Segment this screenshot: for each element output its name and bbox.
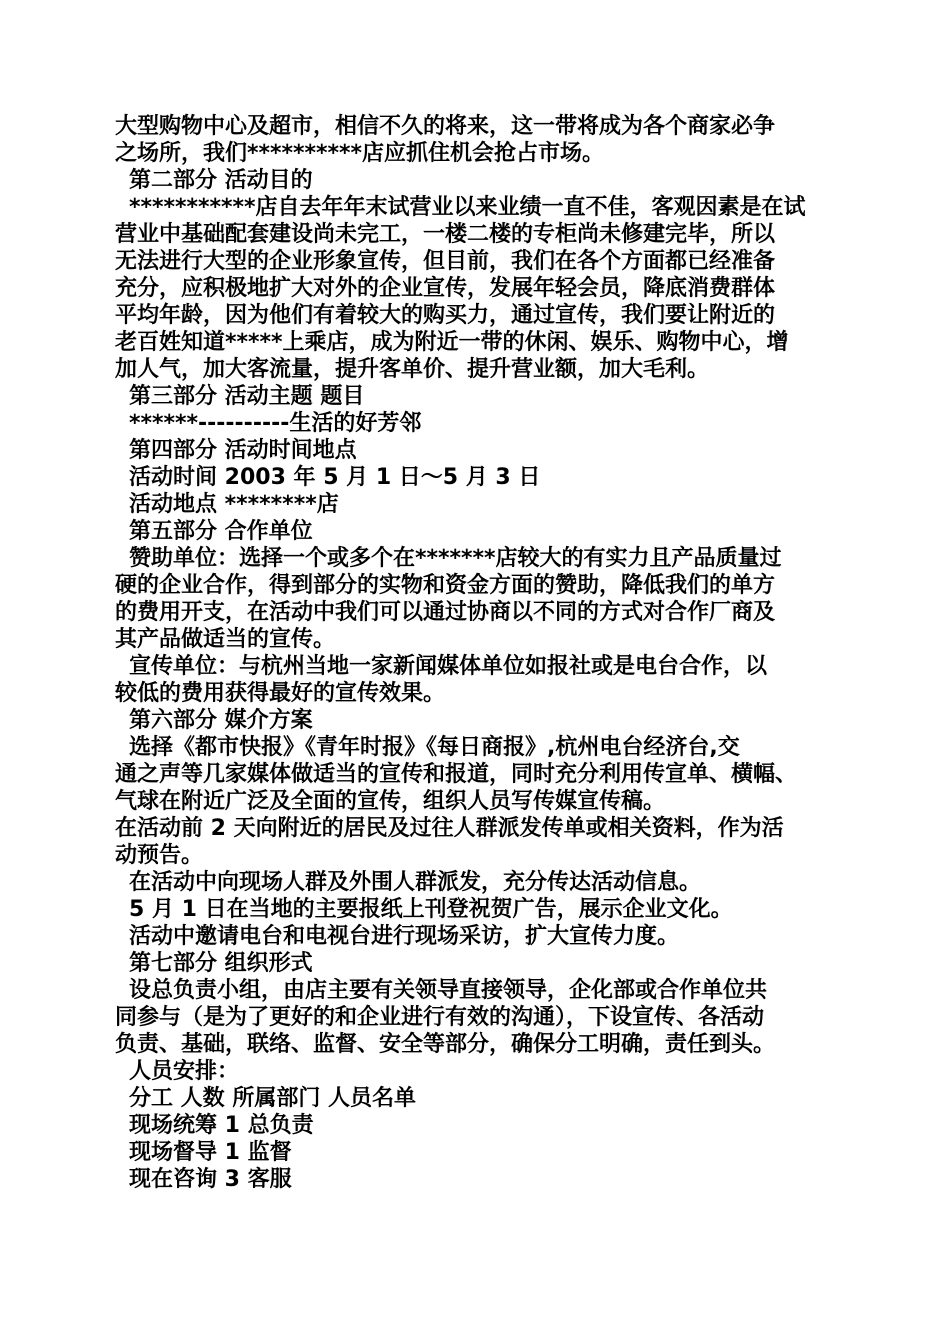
text-line: ******----------生活的好芳邻 bbox=[129, 411, 422, 436]
text-line: 大型购物中心及超市，相信不久的将来，这一带将成为各个商家必争 bbox=[115, 114, 776, 139]
text-line: 第七部分 组织形式 bbox=[129, 951, 313, 976]
text-line: 选择《都市快报》《青年时报》《每日商报》,杭州电台经济台,交 bbox=[129, 735, 740, 760]
text-line: 无法进行大型的企业形象宣传，但目前，我们在各个方面都已经准备 bbox=[115, 249, 776, 274]
text-line: 动预告。 bbox=[115, 843, 204, 868]
text-line: 第三部分 活动主题 题目 bbox=[129, 384, 365, 409]
text-line: 负责、基础，联络、监督、安全等部分，确保分工明确，责任到头。 bbox=[115, 1032, 776, 1057]
text-line: 分工 人数 所属部门 人员名单 bbox=[129, 1086, 416, 1111]
text-line: 在活动前 2 天向附近的居民及过往人群派发传单或相关资料，作为活 bbox=[115, 816, 784, 841]
text-line: 的费用开支，在活动中我们可以通过协商以不同的方式对合作厂商及 bbox=[115, 600, 776, 625]
text-line: 活动时间 2003 年 5 月 1 日～5 月 3 日 bbox=[129, 465, 541, 490]
text-line: 气球在附近广泛及全面的宣传，组织人员写传媒宣传稿。 bbox=[115, 789, 666, 814]
text-line: ***********店自去年年末试营业以来业绩一直不佳，客观因素是在试 bbox=[129, 195, 806, 220]
text-line: 设总负责小组，由店主要有关领导直接领导，企化部或合作单位共 bbox=[129, 978, 768, 1003]
text-line: 现在咨询 3 客服 bbox=[129, 1167, 292, 1192]
text-line: 现场督导 1 监督 bbox=[129, 1140, 292, 1165]
text-line: 之场所，我们**********店应抓住机会抢占市场。 bbox=[115, 141, 605, 166]
text-line: 其产品做适当的宣传。 bbox=[115, 627, 336, 652]
text-line: 第四部分 活动时间地点 bbox=[129, 438, 357, 463]
text-line: 5 月 1 日在当地的主要报纸上刊登祝贺广告，展示企业文化。 bbox=[129, 897, 733, 922]
text-line: 在活动中向现场人群及外围人群派发，充分传达活动信息。 bbox=[129, 870, 702, 895]
text-line: 营业中基础配套建设尚未完工，一楼二楼的专柜尚未修建完毕，所以 bbox=[115, 222, 776, 247]
text-line: 充分，应积极地扩大对外的企业宣传，发展年轻会员，降底消费群体 bbox=[115, 276, 776, 301]
text-line: 通之声等几家媒体做适当的宣传和报道，同时充分利用传宣单、横幅、 bbox=[115, 762, 798, 787]
text-line: 硬的企业合作，得到部分的实物和资金方面的赞助，降低我们的单方 bbox=[115, 573, 776, 598]
text-line: 活动中邀请电台和电视台进行现场采访，扩大宣传力度。 bbox=[129, 924, 680, 949]
text-line: 老百姓知道*****上乘店，成为附近一带的休闲、娱乐、购物中心，增 bbox=[115, 330, 789, 355]
text-line: 第五部分 合作单位 bbox=[129, 519, 313, 544]
text-line: 加人气，加大客流量，提升客单价、提升营业额，加大毛利。 bbox=[115, 357, 710, 382]
text-line: 现场统筹 1 总负责 bbox=[129, 1113, 314, 1138]
text-line: 人员安排： bbox=[129, 1059, 240, 1084]
text-line: 同参与（是为了更好的和企业进行有效的沟通），下设宣传、各活动 bbox=[115, 1005, 765, 1030]
document-page bbox=[115, 113, 855, 1193]
text-line: 第六部分 媒介方案 bbox=[129, 708, 313, 733]
text-line: 较低的费用获得最好的宣传效果。 bbox=[115, 681, 446, 706]
text-line: 活动地点 ********店 bbox=[129, 492, 339, 517]
text-line: 第二部分 活动目的 bbox=[129, 168, 313, 193]
text-line: 宣传单位：与杭州当地一家新闻媒体单位如报社或是电台合作，以 bbox=[129, 654, 768, 679]
text-line: 赞助单位：选择一个或多个在*******店较大的有实力且产品质量过 bbox=[129, 546, 782, 571]
text-line: 平均年龄，因为他们有着较大的购买力，通过宣传，我们要让附近的 bbox=[115, 303, 776, 328]
